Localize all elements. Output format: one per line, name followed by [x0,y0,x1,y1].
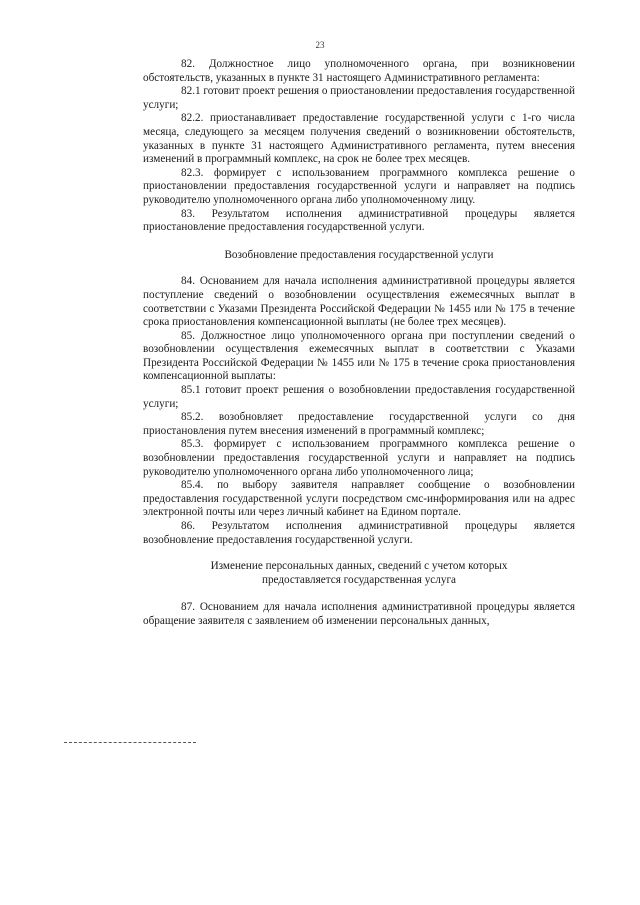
section-heading-resumption: Возобновление предоставления государственной услуги [224,248,494,261]
section-heading-personal-data: Изменение персональных данных, сведений с учетом которых предоставляется государственная услуга [210,560,508,586]
paragraph-82-1: 82.1 готовит проект решения о приостановлении предоставления государственной услуги; [143,85,575,111]
paragraph-85-2: 85.2. возобновляет предоставление государственной услуги со дня приостановления путем внесения изменений в программный комплекс; [143,411,575,437]
paragraph-82: 82. Должностное лицо уполномоченного органа, при возникновении обстоятельств, указанных в пункте 31 настоящего Административного регламента: [143,58,575,84]
document-body [143,58,575,629]
page-number: 23 [315,40,325,50]
paragraph-85-1: 85.1 готовит проект решения о возобновлении предоставления государственной услуги; [143,384,575,410]
paragraph-83: 83. Результатом исполнения административной процедуры является приостановление предоставления государственной услуги. [143,207,575,234]
paragraph-87: 87. Основанием для начала исполнения административной процедуры является обращение заявителя с заявлением об изменении персональных данных, [143,601,575,627]
paragraph-85-3: 85.3. формирует с использованием программного комплекса решение о возобновлении предоставления государственной услуги и направляет на подпись руководителю уполномоченного органа либо уполномоченного лица; [143,438,575,478]
paragraph-85-4: 85.4. по выбору заявителя направляет сообщение о возобновлении предоставления государственной услуги посредством смс-информирования или на адрес электронной почты или через личный кабинет на Едином портале. [143,479,575,519]
paragraph-82-3: 82.3. формирует с использованием программного комплекса решение о приостановлении предоставления государственной услуги и направляет на подпись руководителю уполномоченного органа либо уполномоченному лицу. [143,166,575,206]
footnote-divider [64,742,196,743]
paragraph-84: 84. Основанием для начала исполнения административной процедуры является поступление сведений о возобновлении осуществления ежемесячных выплат в соответствии с Указами Президента Российской Федерации № 1455 или № 175 в течение срока приостановления компенсационной выплаты (не более трех месяцев). [143,275,575,329]
paragraph-85: 85. Должностное лицо уполномоченного органа при поступлении сведений о возобновлении осуществления ежемесячных выплат в соответствии с Указами Президента Российской Федерации № 1455 или № 175 в течение срока приостановления компенсационной выплаты: [143,329,575,383]
paragraph-86: 86. Результатом исполнения административной процедуры является возобновление предоставления государственной услуги. [143,520,575,546]
paragraph-82-2: 82.2. приостанавливает предоставление государственной услуги с 1-го числа месяца, следующего за месяцем получения сведений о возникновении обстоятельств, указанных в пункте 31 настоящего Административного регламента, путем внесения изменений в программный комплекс, на срок не более трех месяцев. [143,112,575,166]
